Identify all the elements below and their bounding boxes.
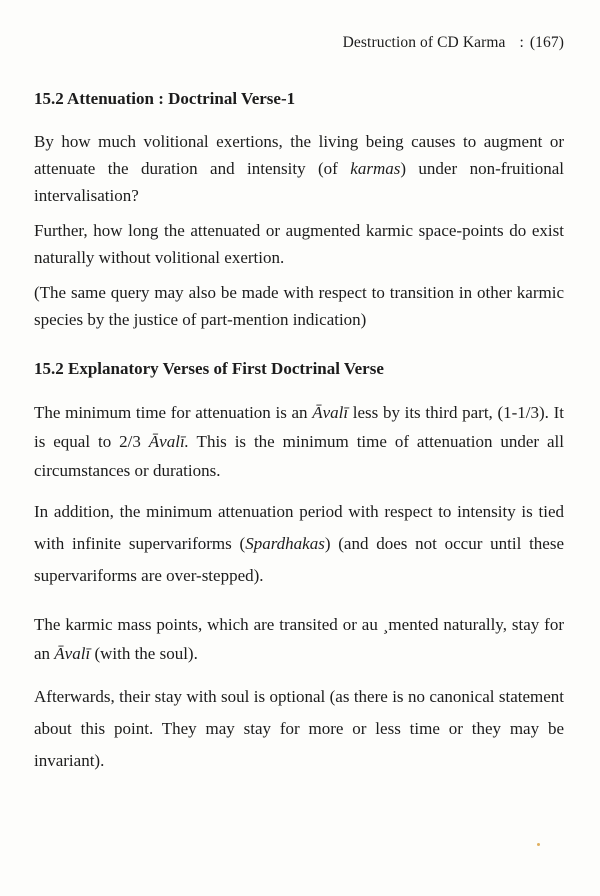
- section-heading-explanatory-verses: 15.2 Explanatory Verses of First Doctrinal Verse: [34, 359, 384, 378]
- page-number: (167): [529, 34, 564, 51]
- paper-speck: [537, 843, 540, 846]
- paragraph-afterwards: Afterwards, their stay with soul is optional (as there is no canonical statement about this point. They may stay for more or less time or they may be invariant).: [34, 687, 564, 770]
- italic-term: Āvalī: [312, 403, 349, 422]
- header-separator: :: [519, 34, 524, 51]
- paragraph-volitional-exertions: [34, 128, 564, 209]
- text-run: ) under non-fruitional intervalisation?: [34, 159, 564, 205]
- running-title: Destruction of CD Karma: [342, 34, 506, 51]
- paragraph-karmic-mass-points: [34, 610, 564, 668]
- text-run: (with the soul).: [90, 644, 198, 663]
- italic-term: karmas: [350, 159, 401, 178]
- text-run: The karmic mass points, which are transited or au ¸mented naturally, stay for an: [34, 615, 564, 663]
- italic-term: Spardhakas: [245, 534, 325, 553]
- text-run: In addition, the minimum attenuation period with respect to intensity is tied with infinite supervariforms (: [34, 502, 564, 553]
- italic-term: Āvalī.: [148, 432, 189, 451]
- paragraph-further: Further, how long the attenuated or augmented karmic space-points do exist naturally without volitional exertion.: [34, 221, 564, 267]
- page-body: [34, 86, 564, 777]
- paragraph-minimum-time: [34, 398, 564, 485]
- text-run: The minimum time for attenuation is an: [34, 403, 313, 422]
- section-heading-attenuation: 15.2 Attenuation : Doctrinal Verse-1: [34, 89, 296, 108]
- running-header: [343, 34, 564, 52]
- text-run: This is the minimum time of attenuation under all circumstances or durations.: [34, 432, 564, 480]
- paragraph-same-query: (The same query may also be made with respect to transition in other karmic species by the justice of part-mention indication): [34, 283, 564, 329]
- paragraph-in-addition: [34, 496, 564, 592]
- text-run: By how much volitional exertions, the living being causes to augment or attenuate the duration and intensity (of: [34, 132, 564, 178]
- text-run: less by its third part, (1-1/3). It is equal to 2/3: [34, 403, 564, 451]
- text-run: ) (and does not occur until these supervariforms are over-stepped).: [34, 534, 564, 585]
- italic-term: Āvalī: [54, 644, 91, 663]
